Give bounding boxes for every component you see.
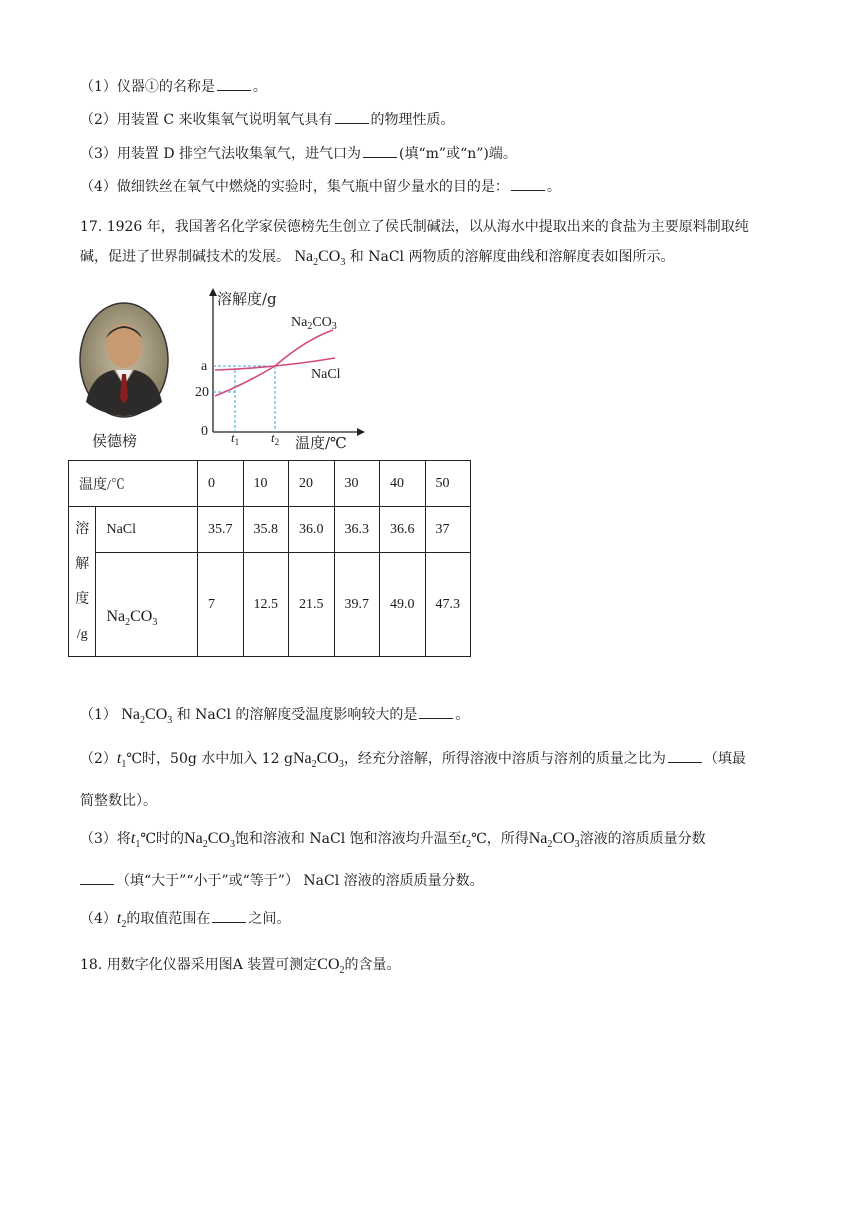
q16-part4 <box>80 176 561 196</box>
table-cell: 35.8 <box>243 507 289 553</box>
table-cell: 21.5 <box>289 553 335 657</box>
q16-part2-text: （2）用装置 C 来收集氧气说明氧气具有 <box>80 112 333 128</box>
var-t2: $t_2$ <box>116 910 127 931</box>
table-cell: 36.3 <box>334 507 380 553</box>
q18-text-a: 18. 用数字化仪器采用图A 装置可测定 <box>80 957 318 973</box>
q17-part4-text: 的取值范围在 <box>126 911 211 927</box>
q17-part1-text: 和 NaCl 的溶解度受温度影响较大的是 <box>176 707 418 723</box>
q17-part3-line2 <box>80 870 484 890</box>
nacl-row-label: NaCl <box>96 507 198 553</box>
q17-part2-prefix: （2） <box>80 751 117 767</box>
na2co3-row-label <box>96 553 198 657</box>
answer-blank[interactable] <box>335 111 369 124</box>
answer-blank[interactable] <box>419 706 453 719</box>
y-tick-20: 20 <box>195 385 209 400</box>
answer-blank[interactable] <box>668 750 702 763</box>
var-t1: $t_1$ <box>116 750 127 771</box>
formula-na2co3: $Na_2CO_3$ <box>292 750 344 771</box>
x-tick-t2: $t_2$ <box>271 430 280 447</box>
q17-part3-text-e: 溶液的溶质质量分数 <box>579 831 706 847</box>
var-t1: $t_1$ <box>130 830 141 851</box>
formula-na2co3: $Na_2CO_3$ <box>121 706 173 727</box>
portrait-image <box>78 302 170 422</box>
y-tick-0: 0 <box>201 424 208 439</box>
q17-part3-text-c: 饱和溶液和 NaCl 饱和溶液均升温至 <box>234 831 462 847</box>
q16-part4-end: 。 <box>546 179 561 195</box>
solubility-side-label: 溶 解 度 /g <box>69 507 96 657</box>
q16-part2-end: 的物理性质。 <box>370 112 455 128</box>
table-cell: 12.5 <box>243 553 289 657</box>
table-cell: 20 <box>289 461 335 507</box>
na2co3-curve-label: $Na_2CO_3$ <box>291 315 337 332</box>
q16-part3 <box>80 143 517 163</box>
q17-part3-prefix: （3）将 <box>80 831 131 847</box>
table-cell: 35.7 <box>198 507 244 553</box>
q17-part3-line2-text: （填“大于”“小于”或“等于”） NaCl 溶液的溶质质量分数。 <box>116 873 484 889</box>
formula-na2co3: $Na_2CO_3$ <box>184 830 235 851</box>
table-cell: 39.7 <box>334 553 380 657</box>
q16-part1 <box>80 76 267 96</box>
q17-part2-text-d: （填最 <box>703 751 746 767</box>
q17-intro-text-b: 和 NaCl 两物质的溶解度曲线和溶解度表如图所示。 <box>349 249 675 265</box>
q16-part2 <box>80 109 455 129</box>
y-axis-arrow <box>209 288 217 296</box>
answer-blank[interactable] <box>217 78 251 91</box>
q16-part1-end: 。 <box>252 79 267 95</box>
var-t2: $t_2$ <box>461 830 472 851</box>
x-tick-t1: $t_1$ <box>231 430 240 447</box>
q17-part1-prefix: （1） <box>80 707 117 723</box>
q17-part3 <box>80 828 706 850</box>
table-cell: 7 <box>198 553 244 657</box>
formula-co2: $CO_2$ <box>317 956 345 977</box>
na2co3-curve <box>215 330 333 396</box>
q17-part4 <box>80 908 290 930</box>
y-axis-label: 溶解度/g <box>217 290 277 308</box>
answer-blank[interactable] <box>212 910 246 923</box>
q17-part1 <box>80 704 469 726</box>
solubility-chart <box>185 284 375 454</box>
formula-na2co3: $Na_2CO_3$ <box>294 248 346 269</box>
q17-part4-end: 之间。 <box>248 911 291 927</box>
q18-text <box>80 954 401 976</box>
answer-blank[interactable] <box>511 178 545 191</box>
q17-part3-text-b: ℃时的 <box>140 831 185 847</box>
x-axis-label: 温度/℃ <box>295 434 347 452</box>
table-cell: 36.0 <box>289 507 335 553</box>
table-row-na2co3 <box>69 553 471 657</box>
q17-part4-prefix: （4） <box>80 911 117 927</box>
q17-part3-text-d: ℃，所得 <box>471 831 529 847</box>
q16-part3-text: （3）用装置 D 排空气法收集氧气，进气口为 <box>80 146 362 162</box>
answer-blank[interactable] <box>80 872 114 885</box>
table-cell: 36.6 <box>380 507 426 553</box>
table-cell: 47.3 <box>425 553 471 657</box>
table-row-nacl <box>69 507 471 553</box>
q16-part4-text: （4）做细铁丝在氧气中燃烧的实验时，集气瓶中留少量水的目的是： <box>80 179 509 195</box>
q17-part1-end: 。 <box>455 707 470 723</box>
table-cell: 40 <box>380 461 426 507</box>
answer-blank[interactable] <box>363 145 397 158</box>
table-cell: 0 <box>198 461 244 507</box>
y-tick-a: a <box>201 359 208 374</box>
table-cell: 10 <box>243 461 289 507</box>
q17-part2 <box>80 748 746 770</box>
q16-part3-end: (填“m”或“n”)端。 <box>399 146 517 162</box>
nacl-curve-label: NaCl <box>311 367 341 382</box>
q16-part1-text: （1）仪器①的名称是 <box>80 79 215 95</box>
table-cell: 50 <box>425 461 471 507</box>
q17-intro-text-a: 碱，促进了世界制碱技术的发展。 <box>80 249 290 265</box>
temp-header: 温度/℃ <box>69 461 198 507</box>
formula-na2co3: $Na_2CO_3$ <box>106 608 158 629</box>
table-cell: 30 <box>334 461 380 507</box>
solubility-table <box>68 460 471 657</box>
table-cell: 49.0 <box>380 553 426 657</box>
q17-part2-text-b: ℃时，50g 水中加入 12 g <box>126 751 293 767</box>
table-cell: 37 <box>425 507 471 553</box>
q18-text-b: 的含量。 <box>344 957 401 973</box>
table-row-temperature <box>69 461 471 507</box>
q17-intro-line2 <box>80 246 674 268</box>
q17-intro-line1: 17. 1926 年，我国著名化学家侯德榜先生创立了侯氏制碱法，以从海水中提取出来的食盐为主要原料制取纯 <box>80 219 749 235</box>
portrait-caption: 侯德榜 <box>92 432 138 450</box>
q17-part2-text-c: ，经充分溶解，所得溶液中溶质与溶剂的质量之比为 <box>343 751 666 767</box>
x-axis-arrow <box>357 428 365 436</box>
formula-na2co3: $Na_2CO_3$ <box>528 830 580 851</box>
q17-part2-line2: 简整数比）。 <box>80 793 157 809</box>
